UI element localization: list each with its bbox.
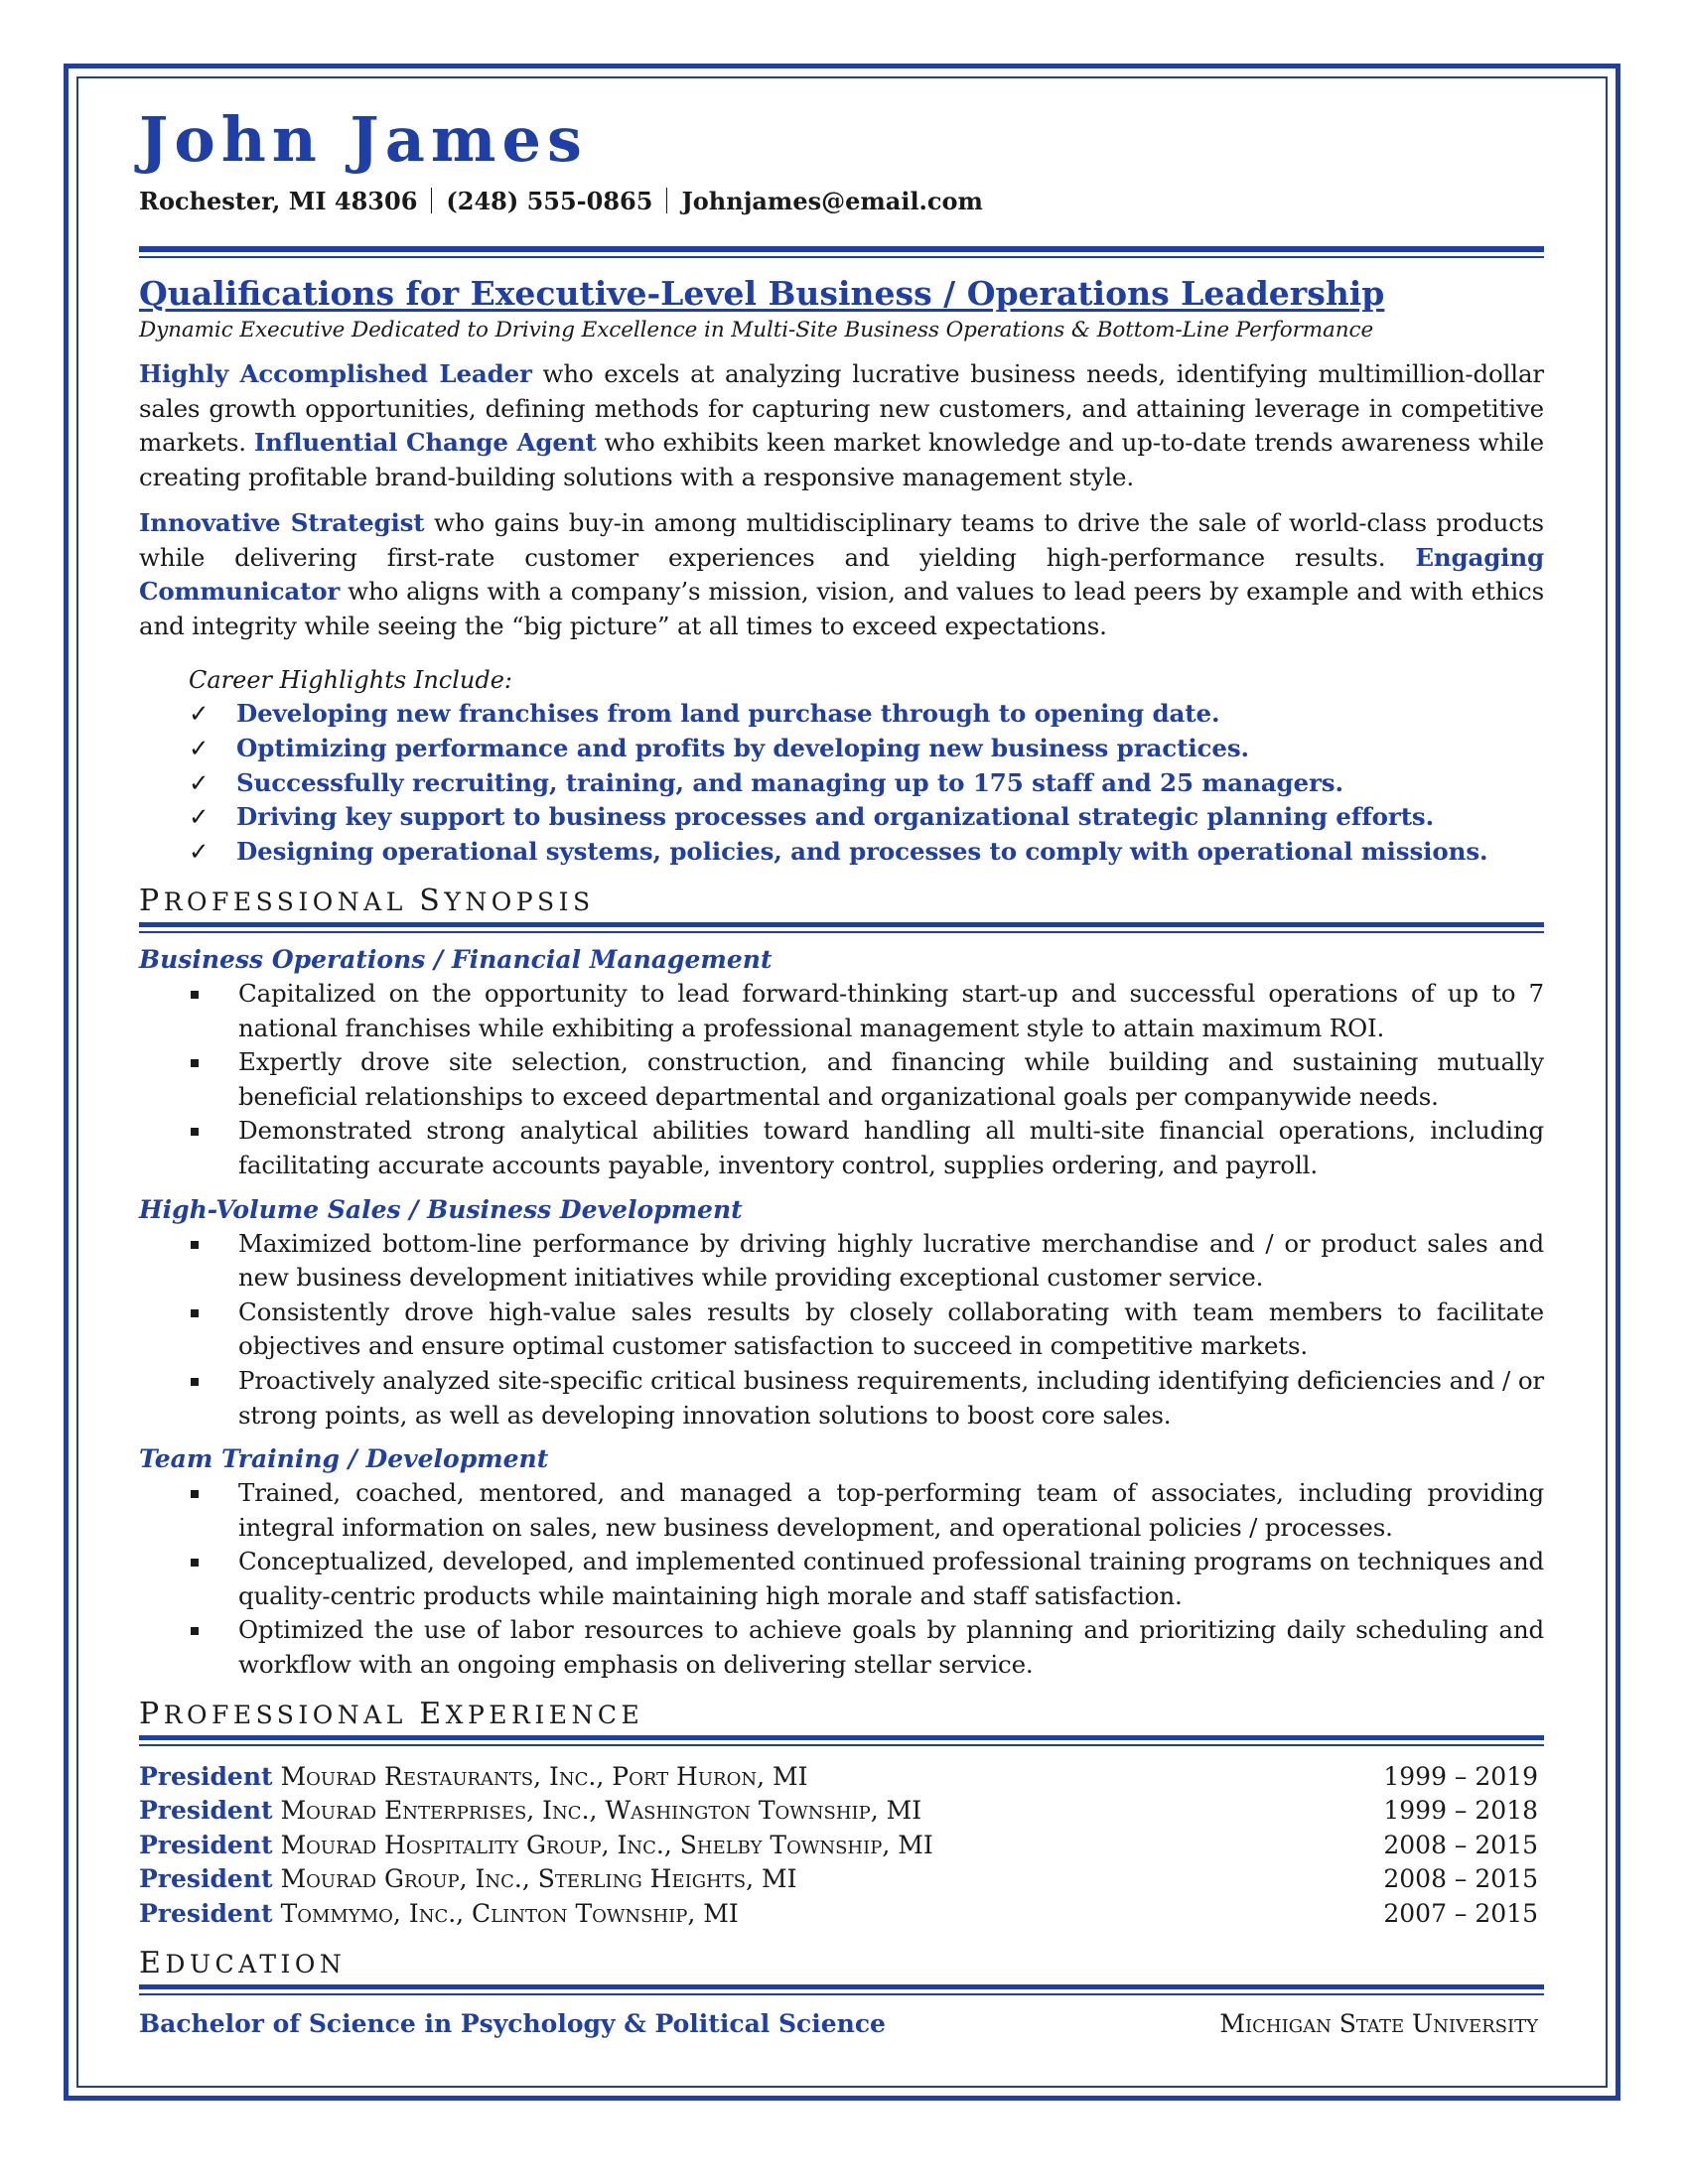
- job-years: 2008 – 2015: [1383, 1864, 1538, 1894]
- square-bullet-icon: [191, 1059, 199, 1067]
- summary-highlight: Highly Accomplished Leader: [139, 359, 532, 388]
- square-bullet-icon: [191, 1241, 199, 1249]
- qualifications-subtitle: Dynamic Executive Dedicated to Driving Excellence in Multi-Site Business Operations & Bottom-Line Performance: [139, 318, 1374, 342]
- job-years: 2007 – 2015: [1383, 1899, 1538, 1929]
- job-years: 2008 – 2015: [1383, 1830, 1538, 1859]
- degree: Bachelor of Science in Psychology & Political Science: [139, 2008, 886, 2038]
- checkmark-icon: ✓: [189, 767, 210, 797]
- summary-text: who aligns with a company’s mission, vision, and values to lead peers by example and with ethics and integrity while seeing the “big picture” at all times to exceed expectations.: [139, 577, 1544, 640]
- career-highlight-item: ✓ Developing new franchises from land purchase through to opening date.: [189, 697, 1544, 732]
- candidate-name: John James: [139, 103, 588, 176]
- square-bullet-icon: [191, 1378, 199, 1386]
- synopsis-bullet: Expertly drove site selection, construction, and financing while building and sustaining mutually beneficial relationships to exceed departmental and organizational goals per companywide needs.: [139, 1045, 1544, 1114]
- summary-highlight: Innovative Strategist: [139, 508, 425, 537]
- square-bullet-icon: [191, 1490, 199, 1498]
- job-years: 1999 – 2018: [1383, 1796, 1538, 1826]
- square-bullet-icon: [191, 1128, 199, 1136]
- section-rule: [139, 922, 1544, 933]
- company: Mourad Restaurants, Inc., Port Huron, MI: [280, 1761, 808, 1791]
- contact-email: Johnjames@email.com: [681, 187, 983, 215]
- job-years: 1999 – 2019: [1383, 1761, 1538, 1791]
- company: Mourad Enterprises, Inc., Washington Township, MI: [280, 1796, 922, 1826]
- education-row: [139, 2007, 1544, 2041]
- experience-row: [139, 1760, 1544, 1795]
- experience-list: [139, 1760, 1544, 1932]
- experience-row: [139, 1829, 1544, 1863]
- section-heading-experience: PROFESSIONAL EXPERIENCE: [139, 1696, 644, 1731]
- contact-divider: [666, 188, 667, 213]
- qualifications-title: Qualifications for Executive-Level Business / Operations Leadership: [139, 274, 1385, 313]
- university: Michigan State University: [1219, 2008, 1538, 2038]
- career-highlight-item: ✓ Designing operational systems, policies, and processes to comply with operational missions.: [189, 835, 1544, 870]
- summary-paragraph-1: [139, 357, 1544, 494]
- career-highlight-item: ✓ Successfully recruiting, training, and managing up to 175 staff and 25 managers.: [189, 766, 1544, 801]
- header-rule: [139, 246, 1544, 258]
- synopsis-subheading: Business Operations / Financial Management: [139, 944, 773, 974]
- square-bullet-icon: [191, 1309, 199, 1317]
- contact-location: Rochester, MI 48306: [139, 187, 418, 215]
- contact-line: [139, 185, 1544, 218]
- square-bullet-icon: [191, 1627, 199, 1635]
- synopsis-bullet: Trained, coached, mentored, and managed a top-performing team of associates, including providing integral information on sales, new business development, and operational policies / processes.: [139, 1476, 1544, 1545]
- contact-phone: (248) 555-0865: [446, 187, 653, 215]
- checkmark-icon: ✓: [189, 837, 210, 867]
- experience-row: [139, 1794, 1544, 1829]
- section-heading-synopsis: PROFESSIONAL SYNOPSIS: [139, 883, 595, 918]
- synopsis-bullet-list: [139, 1476, 1544, 1683]
- square-bullet-icon: [191, 991, 199, 999]
- career-highlights: [189, 663, 1544, 870]
- experience-row: [139, 1897, 1544, 1932]
- career-highlight-item: ✓ Driving key support to business processes and organizational strategic planning efforts.: [189, 800, 1544, 835]
- square-bullet-icon: [191, 1559, 199, 1567]
- summary-text: who excels at analyzing lucrative business needs, identifying multimillion-dollar sales growth opportunities, defining methods for capturing new customers, and attaining leverage in competitive markets.: [139, 359, 1544, 457]
- company: Mourad Hospitality Group, Inc., Shelby Township, MI: [280, 1830, 933, 1859]
- summary-paragraph-2: [139, 506, 1544, 643]
- synopsis-subheading: Team Training / Development: [139, 1444, 549, 1474]
- synopsis-bullet: Conceptualized, developed, and implemented continued professional training programs on techniques and quality-centric products while maintaining high morale and staff satisfaction.: [139, 1545, 1544, 1613]
- synopsis-bullet: Proactively analyzed site-specific critical business requirements, including identifying deficiencies and / or strong points, as well as developing innovation solutions to boost core sales.: [139, 1364, 1544, 1433]
- synopsis-bullet-list: [139, 1227, 1544, 1433]
- synopsis-bullet: Maximized bottom-line performance by driving highly lucrative merchandise and / or product sales and new business development initiatives while providing exceptional customer service.: [139, 1227, 1544, 1296]
- summary-highlight: Engaging Communicator: [139, 542, 1544, 606]
- section-rule: [139, 1984, 1544, 1995]
- summary-text: who gains buy-in among multidisciplinary teams to drive the sale of world-class products while delivering first-rate customer experiences and yielding high-performance results.: [139, 508, 1544, 572]
- career-highlights-label: Career Highlights Include:: [189, 666, 513, 694]
- checkmark-icon: ✓: [189, 699, 210, 728]
- section-rule: [139, 1735, 1544, 1746]
- section-heading-education: EDUCATION: [139, 1945, 347, 1980]
- synopsis-bullet: Capitalized on the opportunity to lead forward-thinking start-up and successful operations of up to 7 national franchises while exhibiting a professional management style to attain maximum ROI.: [139, 977, 1544, 1045]
- synopsis-bullet: Consistently drove high-value sales results by closely collaborating with team members to facilitate objectives and ensure optimal customer satisfaction to succeed in competitive markets.: [139, 1296, 1544, 1364]
- resume-content: [139, 97, 1544, 2041]
- job-title: President: [139, 1761, 273, 1791]
- job-title: President: [139, 1864, 273, 1894]
- contact-divider: [431, 188, 432, 213]
- job-title: President: [139, 1899, 273, 1929]
- experience-row: [139, 1862, 1544, 1897]
- checkmark-icon: ✓: [189, 802, 210, 832]
- synopsis-bullet-list: [139, 977, 1544, 1183]
- company: Tommymo, Inc., Clinton Township, MI: [280, 1899, 739, 1929]
- company: Mourad Group, Inc., Sterling Heights, MI: [280, 1864, 797, 1894]
- checkmark-icon: ✓: [189, 733, 210, 762]
- synopsis-subheading: High-Volume Sales / Business Development: [139, 1194, 743, 1224]
- summary-text: who exhibits keen market knowledge and up-to-date trends awareness while creating profitable brand-building solutions with a responsive management style.: [139, 428, 1544, 491]
- career-highlight-item: ✓ Optimizing performance and profits by developing new business practices.: [189, 732, 1544, 766]
- summary-highlight: Influential Change Agent: [253, 428, 597, 457]
- job-title: President: [139, 1796, 273, 1826]
- job-title: President: [139, 1830, 273, 1859]
- synopsis-bullet: Demonstrated strong analytical abilities toward handling all multi-site financial operations, including facilitating accurate accounts payable, inventory control, supplies ordering, and payroll.: [139, 1114, 1544, 1182]
- synopsis-bullet: Optimized the use of labor resources to achieve goals by planning and prioritizing daily scheduling and workflow with an ongoing emphasis on delivering stellar service.: [139, 1613, 1544, 1682]
